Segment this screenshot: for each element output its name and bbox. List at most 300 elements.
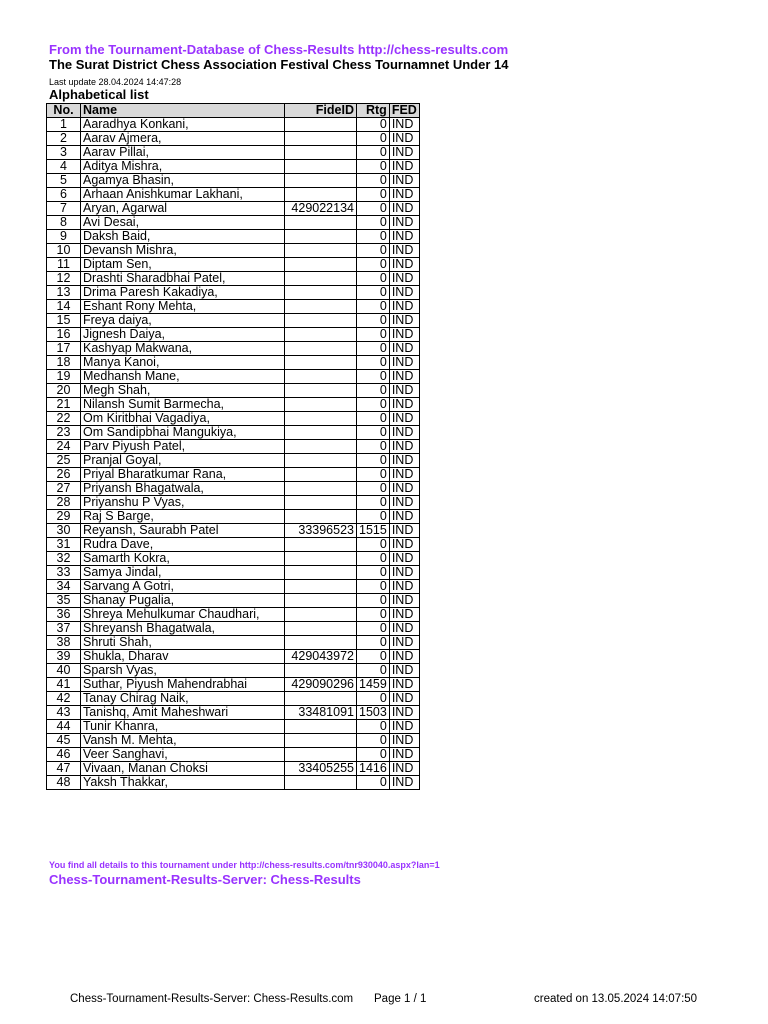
player-federation: IND	[389, 510, 419, 524]
player-federation: IND	[389, 552, 419, 566]
player-name: Sparsh Vyas,	[81, 664, 285, 678]
players-table	[46, 103, 420, 790]
table-row	[47, 762, 420, 776]
player-number: 30	[47, 524, 81, 538]
player-federation: IND	[389, 678, 419, 692]
player-federation: IND	[389, 636, 419, 650]
player-name: Aaradhya Konkani,	[81, 118, 285, 132]
player-rating: 0	[357, 314, 390, 328]
page-footer-created: created on 13.05.2024 14:07:50	[534, 993, 698, 1005]
table-row	[47, 286, 420, 300]
source-link[interactable]: From the Tournament-Database of Chess-Results http://chess-results.com	[49, 42, 509, 57]
player-name: Megh Shah,	[81, 384, 285, 398]
player-name: Om Kiritbhai Vagadiya,	[81, 412, 285, 426]
player-fide-id: 33396523	[285, 524, 357, 538]
table-row	[47, 580, 420, 594]
player-fide-id: 33481091	[285, 706, 357, 720]
player-fide-id	[285, 426, 357, 440]
player-fide-id	[285, 146, 357, 160]
player-number: 33	[47, 566, 81, 580]
player-name: Eshant Rony Mehta,	[81, 300, 285, 314]
player-number: 43	[47, 706, 81, 720]
table-row	[47, 440, 420, 454]
player-fide-id	[285, 216, 357, 230]
table-row	[47, 748, 420, 762]
player-fide-id	[285, 132, 357, 146]
table-row	[47, 216, 420, 230]
table-row	[47, 384, 420, 398]
player-name: Jignesh Daiya,	[81, 328, 285, 342]
player-fide-id	[285, 440, 357, 454]
table-row	[47, 720, 420, 734]
player-number: 7	[47, 202, 81, 216]
player-rating: 0	[357, 468, 390, 482]
player-fide-id	[285, 314, 357, 328]
player-fide-id: 429090296	[285, 678, 357, 692]
table-row	[47, 678, 420, 692]
player-federation: IND	[389, 146, 419, 160]
player-number: 26	[47, 468, 81, 482]
player-federation: IND	[389, 216, 419, 230]
player-fide-id: 33405255	[285, 762, 357, 776]
player-number: 5	[47, 174, 81, 188]
player-number: 9	[47, 230, 81, 244]
player-fide-id	[285, 748, 357, 762]
player-number: 46	[47, 748, 81, 762]
player-name: Parv Piyush Patel,	[81, 440, 285, 454]
player-name: Daksh Baid,	[81, 230, 285, 244]
player-federation: IND	[389, 566, 419, 580]
player-name: Shreyansh Bhagatwala,	[81, 622, 285, 636]
table-row	[47, 342, 420, 356]
player-name: Tanishq, Amit Maheshwari	[81, 706, 285, 720]
player-number: 37	[47, 622, 81, 636]
table-row	[47, 650, 420, 664]
player-federation: IND	[389, 496, 419, 510]
column-header-fideid: FideID	[285, 104, 357, 118]
player-name: Agamya Bhasin,	[81, 174, 285, 188]
player-federation: IND	[389, 454, 419, 468]
player-name: Priyal Bharatkumar Rana,	[81, 468, 285, 482]
player-federation: IND	[389, 160, 419, 174]
player-federation: IND	[389, 482, 419, 496]
player-rating: 0	[357, 748, 390, 762]
player-name: Drashti Sharadbhai Patel,	[81, 272, 285, 286]
table-row	[47, 622, 420, 636]
player-fide-id: 429043972	[285, 650, 357, 664]
player-federation: IND	[389, 342, 419, 356]
player-federation: IND	[389, 692, 419, 706]
player-fide-id	[285, 692, 357, 706]
player-number: 44	[47, 720, 81, 734]
player-rating: 0	[357, 300, 390, 314]
table-row	[47, 594, 420, 608]
player-fide-id: 429022134	[285, 202, 357, 216]
player-fide-id	[285, 356, 357, 370]
player-number: 17	[47, 342, 81, 356]
player-fide-id	[285, 622, 357, 636]
player-fide-id	[285, 412, 357, 426]
player-federation: IND	[389, 538, 419, 552]
player-number: 13	[47, 286, 81, 300]
player-number: 27	[47, 482, 81, 496]
details-link[interactable]: You find all details to this tournament under http://chess-results.com/tnr930040.aspx?lan=1	[49, 860, 440, 870]
list-title: Alphabetical list	[49, 87, 149, 102]
player-federation: IND	[389, 524, 419, 538]
player-number: 48	[47, 776, 81, 790]
player-name: Tunir Khanra,	[81, 720, 285, 734]
player-federation: IND	[389, 440, 419, 454]
player-name: Diptam Sen,	[81, 258, 285, 272]
server-link[interactable]: Chess-Tournament-Results-Server: Chess-Results	[49, 872, 361, 887]
player-federation: IND	[389, 720, 419, 734]
player-name: Shanay Pugalia,	[81, 594, 285, 608]
player-rating: 0	[357, 384, 390, 398]
player-rating: 0	[357, 720, 390, 734]
player-federation: IND	[389, 314, 419, 328]
player-fide-id	[285, 482, 357, 496]
player-number: 22	[47, 412, 81, 426]
player-fide-id	[285, 776, 357, 790]
player-fide-id	[285, 258, 357, 272]
table-row	[47, 160, 420, 174]
player-rating: 0	[357, 776, 390, 790]
player-rating: 0	[357, 664, 390, 678]
player-fide-id	[285, 720, 357, 734]
player-number: 21	[47, 398, 81, 412]
table-row	[47, 692, 420, 706]
player-number: 1	[47, 118, 81, 132]
player-federation: IND	[389, 650, 419, 664]
player-name: Yaksh Thakkar,	[81, 776, 285, 790]
table-row	[47, 188, 420, 202]
player-federation: IND	[389, 202, 419, 216]
player-rating: 0	[357, 734, 390, 748]
player-fide-id	[285, 664, 357, 678]
player-federation: IND	[389, 622, 419, 636]
player-federation: IND	[389, 664, 419, 678]
player-fide-id	[285, 734, 357, 748]
player-name: Aarav Pillai,	[81, 146, 285, 160]
player-number: 12	[47, 272, 81, 286]
player-name: Avi Desai,	[81, 216, 285, 230]
player-number: 32	[47, 552, 81, 566]
player-rating: 0	[357, 216, 390, 230]
player-federation: IND	[389, 258, 419, 272]
table-row	[47, 132, 420, 146]
table-row	[47, 706, 420, 720]
table-row	[47, 510, 420, 524]
last-update: Last update 28.04.2024 14:47:28	[49, 77, 182, 87]
player-number: 11	[47, 258, 81, 272]
player-name: Reyansh, Saurabh Patel	[81, 524, 285, 538]
player-name: Aditya Mishra,	[81, 160, 285, 174]
player-name: Om Sandipbhai Mangukiya,	[81, 426, 285, 440]
player-rating: 0	[357, 496, 390, 510]
player-name: Arhaan Anishkumar Lakhani,	[81, 188, 285, 202]
player-rating: 0	[357, 160, 390, 174]
player-name: Vansh M. Mehta,	[81, 734, 285, 748]
player-federation: IND	[389, 734, 419, 748]
player-federation: IND	[389, 370, 419, 384]
table-row	[47, 398, 420, 412]
player-rating: 0	[357, 286, 390, 300]
player-rating: 1515	[357, 524, 390, 538]
player-fide-id	[285, 594, 357, 608]
player-federation: IND	[389, 300, 419, 314]
player-fide-id	[285, 160, 357, 174]
player-federation: IND	[389, 244, 419, 258]
player-rating: 0	[357, 566, 390, 580]
player-fide-id	[285, 300, 357, 314]
player-name: Pranjal Goyal,	[81, 454, 285, 468]
player-rating: 0	[357, 272, 390, 286]
player-federation: IND	[389, 132, 419, 146]
table-row	[47, 426, 420, 440]
table-row	[47, 566, 420, 580]
player-fide-id	[285, 328, 357, 342]
table-row	[47, 272, 420, 286]
player-federation: IND	[389, 398, 419, 412]
table-row	[47, 482, 420, 496]
table-row	[47, 734, 420, 748]
table-row	[47, 636, 420, 650]
player-federation: IND	[389, 328, 419, 342]
player-fide-id	[285, 174, 357, 188]
table-row	[47, 356, 420, 370]
tournament-title: The Surat District Chess Association Festival Chess Tournamnet Under 14	[49, 57, 509, 72]
player-federation: IND	[389, 384, 419, 398]
player-fide-id	[285, 510, 357, 524]
player-rating: 0	[357, 174, 390, 188]
player-federation: IND	[389, 272, 419, 286]
player-name: Rudra Dave,	[81, 538, 285, 552]
player-number: 40	[47, 664, 81, 678]
player-fide-id	[285, 272, 357, 286]
player-rating: 0	[357, 482, 390, 496]
player-rating: 0	[357, 650, 390, 664]
player-fide-id	[285, 384, 357, 398]
table-row	[47, 468, 420, 482]
column-header-rtg: Rtg	[357, 104, 390, 118]
player-number: 15	[47, 314, 81, 328]
player-name: Aarav Ajmera,	[81, 132, 285, 146]
table-row	[47, 412, 420, 426]
player-fide-id	[285, 496, 357, 510]
player-name: Devansh Mishra,	[81, 244, 285, 258]
table-row	[47, 776, 420, 790]
page-footer-server: Chess-Tournament-Results-Server: Chess-Results.com	[70, 993, 354, 1005]
player-fide-id	[285, 580, 357, 594]
player-fide-id	[285, 398, 357, 412]
player-number: 42	[47, 692, 81, 706]
player-number: 10	[47, 244, 81, 258]
player-federation: IND	[389, 174, 419, 188]
player-rating: 0	[357, 594, 390, 608]
table-row	[47, 608, 420, 622]
player-rating: 0	[357, 230, 390, 244]
player-federation: IND	[389, 608, 419, 622]
player-fide-id	[285, 538, 357, 552]
player-federation: IND	[389, 776, 419, 790]
player-federation: IND	[389, 762, 419, 776]
table-row	[47, 538, 420, 552]
player-name: Shreya Mehulkumar Chaudhari,	[81, 608, 285, 622]
player-name: Shruti Shah,	[81, 636, 285, 650]
player-rating: 0	[357, 342, 390, 356]
player-name: Shukla, Dharav	[81, 650, 285, 664]
player-rating: 0	[357, 454, 390, 468]
player-rating: 0	[357, 426, 390, 440]
table-row	[47, 328, 420, 342]
player-federation: IND	[389, 286, 419, 300]
player-name: Suthar, Piyush Mahendrabhai	[81, 678, 285, 692]
player-name: Freya daiya,	[81, 314, 285, 328]
player-number: 39	[47, 650, 81, 664]
player-name: Raj S Barge,	[81, 510, 285, 524]
player-rating: 0	[357, 370, 390, 384]
player-number: 3	[47, 146, 81, 160]
player-fide-id	[285, 118, 357, 132]
player-number: 29	[47, 510, 81, 524]
table-row	[47, 524, 420, 538]
player-number: 4	[47, 160, 81, 174]
player-rating: 0	[357, 258, 390, 272]
players-table-body	[47, 118, 420, 790]
player-name: Nilansh Sumit Barmecha,	[81, 398, 285, 412]
player-number: 18	[47, 356, 81, 370]
player-fide-id	[285, 608, 357, 622]
player-fide-id	[285, 370, 357, 384]
player-number: 45	[47, 734, 81, 748]
table-row	[47, 314, 420, 328]
player-name: Drima Paresh Kakadiya,	[81, 286, 285, 300]
table-header-row	[47, 104, 420, 118]
player-federation: IND	[389, 230, 419, 244]
player-rating: 0	[357, 118, 390, 132]
player-number: 25	[47, 454, 81, 468]
player-federation: IND	[389, 594, 419, 608]
player-rating: 0	[357, 510, 390, 524]
player-number: 6	[47, 188, 81, 202]
player-federation: IND	[389, 706, 419, 720]
player-number: 20	[47, 384, 81, 398]
player-rating: 0	[357, 398, 390, 412]
player-federation: IND	[389, 748, 419, 762]
table-row	[47, 370, 420, 384]
player-fide-id	[285, 244, 357, 258]
player-rating: 1416	[357, 762, 390, 776]
player-number: 35	[47, 594, 81, 608]
table-row	[47, 146, 420, 160]
column-header-fed: FED	[389, 104, 419, 118]
player-federation: IND	[389, 580, 419, 594]
player-name: Sarvang A Gotri,	[81, 580, 285, 594]
player-name: Veer Sanghavi,	[81, 748, 285, 762]
player-rating: 0	[357, 356, 390, 370]
player-federation: IND	[389, 118, 419, 132]
player-fide-id	[285, 454, 357, 468]
table-row	[47, 230, 420, 244]
player-number: 14	[47, 300, 81, 314]
player-number: 8	[47, 216, 81, 230]
table-row	[47, 552, 420, 566]
table-row	[47, 258, 420, 272]
player-rating: 0	[357, 328, 390, 342]
player-federation: IND	[389, 188, 419, 202]
player-rating: 0	[357, 412, 390, 426]
page-footer-page-number: Page 1 / 1	[374, 993, 427, 1005]
player-name: Samya Jindal,	[81, 566, 285, 580]
player-number: 31	[47, 538, 81, 552]
player-fide-id	[285, 286, 357, 300]
player-rating: 0	[357, 608, 390, 622]
player-fide-id	[285, 566, 357, 580]
player-number: 16	[47, 328, 81, 342]
table-row	[47, 118, 420, 132]
player-rating: 0	[357, 636, 390, 650]
table-row	[47, 202, 420, 216]
player-rating: 0	[357, 622, 390, 636]
table-row	[47, 664, 420, 678]
player-rating: 0	[357, 132, 390, 146]
player-number: 41	[47, 678, 81, 692]
player-number: 24	[47, 440, 81, 454]
player-fide-id	[285, 342, 357, 356]
player-fide-id	[285, 552, 357, 566]
player-name: Aryan, Agarwal	[81, 202, 285, 216]
player-number: 23	[47, 426, 81, 440]
player-name: Priyansh Bhagatwala,	[81, 482, 285, 496]
column-header-name: Name	[81, 104, 285, 118]
player-rating: 1503	[357, 706, 390, 720]
table-row	[47, 174, 420, 188]
player-rating: 0	[357, 244, 390, 258]
player-federation: IND	[389, 356, 419, 370]
player-rating: 0	[357, 188, 390, 202]
table-row	[47, 300, 420, 314]
player-rating: 1459	[357, 678, 390, 692]
player-number: 36	[47, 608, 81, 622]
column-header-no: No.	[47, 104, 81, 118]
player-rating: 0	[357, 146, 390, 160]
table-row	[47, 244, 420, 258]
player-fide-id	[285, 188, 357, 202]
player-number: 28	[47, 496, 81, 510]
player-federation: IND	[389, 468, 419, 482]
player-number: 2	[47, 132, 81, 146]
player-name: Priyanshu P Vyas,	[81, 496, 285, 510]
player-rating: 0	[357, 440, 390, 454]
player-name: Vivaan, Manan Choksi	[81, 762, 285, 776]
player-rating: 0	[357, 552, 390, 566]
player-fide-id	[285, 230, 357, 244]
player-name: Samarth Kokra,	[81, 552, 285, 566]
player-federation: IND	[389, 412, 419, 426]
player-name: Kashyap Makwana,	[81, 342, 285, 356]
player-rating: 0	[357, 580, 390, 594]
table-row	[47, 454, 420, 468]
player-rating: 0	[357, 202, 390, 216]
player-rating: 0	[357, 538, 390, 552]
player-number: 34	[47, 580, 81, 594]
player-federation: IND	[389, 426, 419, 440]
player-fide-id	[285, 636, 357, 650]
table-row	[47, 496, 420, 510]
player-number: 47	[47, 762, 81, 776]
player-number: 19	[47, 370, 81, 384]
player-rating: 0	[357, 692, 390, 706]
